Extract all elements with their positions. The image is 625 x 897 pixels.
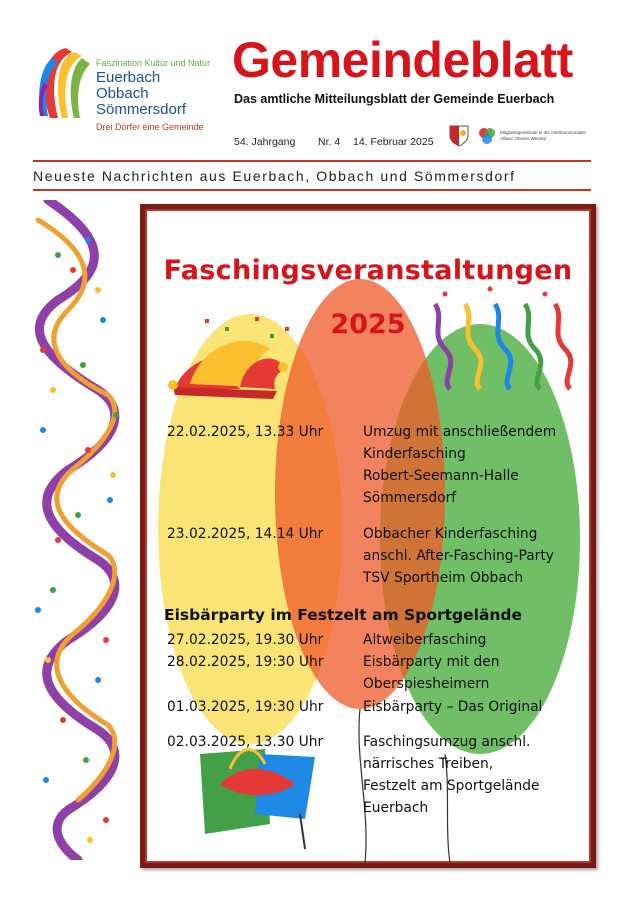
event-line: Eisbärparty – Das Original	[363, 699, 543, 715]
event-date: 01.03.2025, 19:30 Uhr	[167, 699, 324, 715]
news-line: Neueste Nachrichten aus Euerbach, Obbach und Sömmersdorf	[33, 168, 516, 184]
section-header: Eisbärparty im Festzelt am Sportgelände	[164, 606, 523, 624]
event-date: 02.03.2025, 13.30 Uhr	[167, 734, 324, 750]
alliance-logo-icon	[476, 124, 498, 148]
brand-name-soemmersdorf: Sömmersdorf	[96, 101, 187, 118]
event-line: närrisches Treiben,	[363, 756, 494, 772]
event-line: Obbacher Kinderfasching	[363, 526, 538, 542]
coat-of-arms-icon	[448, 124, 470, 148]
masthead-title: Gemeindeblatt	[232, 32, 573, 88]
streamer-decoration-icon	[28, 200, 128, 860]
event-line: Sömmersdorf	[363, 490, 457, 506]
event-line: Kinderfasching	[363, 446, 466, 462]
event-line: Altweiberfasching	[363, 632, 487, 648]
issue-number: Nr. 4	[318, 136, 341, 148]
divider-bottom	[33, 189, 591, 191]
event-line: Festzelt am Sportgelände	[363, 778, 540, 794]
event-date: 23.02.2025, 14.14 Uhr	[167, 526, 324, 542]
brand-name-euerbach: Euerbach	[96, 69, 161, 86]
event-line: Euerbach	[363, 800, 429, 816]
brand-slogan: Drei Dörfer eine Gemeinde	[96, 122, 204, 132]
event-line: Faschingsumzug anschl.	[363, 734, 531, 750]
masthead-subtitle: Das amtliche Mitteilungsblatt der Gemeinde Euerbach	[234, 92, 555, 106]
event-line: Eisbärparty mit den	[363, 654, 500, 670]
divider-top	[33, 160, 591, 162]
poster-title: Faschingsveranstaltungen	[163, 255, 573, 286]
alliance-text: Mitgliedsgemeinde in der Interkommunalen Allianz Oberes Werntal	[500, 130, 587, 141]
brand-name-obbach: Obbach	[96, 85, 149, 102]
event-line: Umzug mit anschließendem	[363, 424, 557, 440]
event-line: Robert-Seemann-Halle	[363, 468, 519, 484]
issue-volume: 54. Jahrgang	[234, 136, 296, 148]
event-date: 28.02.2025, 19:30 Uhr	[167, 654, 324, 670]
event-line: Oberspiesheimern	[363, 676, 490, 692]
brand-tagline: Faszination Kultur und Natur	[96, 58, 211, 68]
municipality-logo-icon	[36, 42, 94, 122]
event-date: 27.02.2025, 19.30 Uhr	[167, 632, 324, 648]
poster-year: 2025	[330, 309, 406, 340]
event-line: anschl. After-Fasching-Party	[363, 548, 554, 564]
event-line: TSV Sportheim Obbach	[363, 570, 524, 586]
event-date: 22.02.2025, 13.33 Uhr	[167, 424, 324, 440]
carnival-poster	[140, 204, 596, 868]
issue-date: 14. Februar 2025	[353, 136, 434, 148]
